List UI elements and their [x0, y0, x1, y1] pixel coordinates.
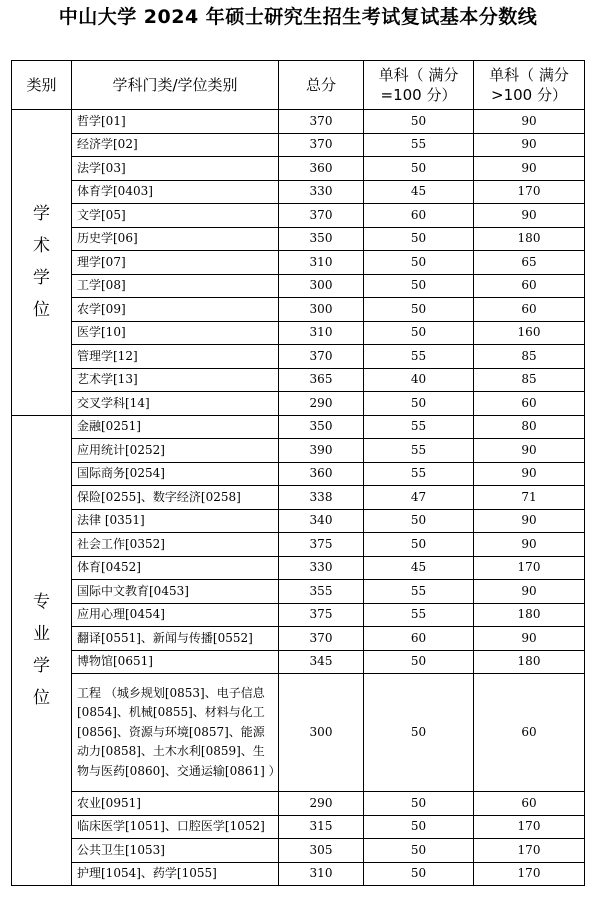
single-100-cell: 50 [364, 650, 474, 674]
single-over-100-cell: 90 [474, 580, 585, 604]
header-discipline: 学科门类/学位类别 [72, 61, 279, 110]
table-row [12, 227, 585, 251]
total-score-cell: 300 [279, 674, 364, 792]
discipline-cell: 翻译[0551]、新闻与传播[0552] [72, 627, 279, 651]
single-100-cell: 50 [364, 392, 474, 416]
single-100-cell: 60 [364, 627, 474, 651]
single-over-100-cell: 180 [474, 650, 585, 674]
total-score-cell: 310 [279, 321, 364, 345]
single-over-100-cell: 90 [474, 462, 585, 486]
total-score-cell: 375 [279, 603, 364, 627]
table-row [12, 368, 585, 392]
single-100-cell: 50 [364, 674, 474, 792]
single-100-cell: 40 [364, 368, 474, 392]
discipline-cell: 农学[09] [72, 298, 279, 322]
table-row [12, 556, 585, 580]
single-over-100-cell: 90 [474, 110, 585, 134]
single-over-100-cell: 170 [474, 839, 585, 863]
discipline-cell: 保险[0255]、数字经济[0258] [72, 486, 279, 510]
single-over-100-cell: 170 [474, 815, 585, 839]
table-row [12, 157, 585, 181]
discipline-cell: 应用统计[0252] [72, 439, 279, 463]
single-over-100-cell: 90 [474, 157, 585, 181]
single-over-100-cell: 60 [474, 792, 585, 816]
total-score-cell: 330 [279, 180, 364, 204]
single-100-cell: 50 [364, 321, 474, 345]
single-over-100-cell: 180 [474, 227, 585, 251]
discipline-cell: 公共卫生[1053] [72, 839, 279, 863]
table-row [12, 839, 585, 863]
table-row [12, 298, 585, 322]
discipline-cell: 金融[0251] [72, 415, 279, 439]
category-char: 位 [33, 688, 50, 709]
single-100-cell: 60 [364, 204, 474, 228]
single-100-cell: 50 [364, 274, 474, 298]
table-row [12, 486, 585, 510]
category-cell [12, 110, 72, 416]
total-score-cell: 338 [279, 486, 364, 510]
table-row [12, 439, 585, 463]
discipline-cell: 博物馆[0651] [72, 650, 279, 674]
single-over-100-cell: 60 [474, 298, 585, 322]
total-score-cell: 290 [279, 792, 364, 816]
single-100-cell: 50 [364, 251, 474, 275]
single-over-100-cell: 170 [474, 180, 585, 204]
discipline-cell: 社会工作[0352] [72, 533, 279, 557]
category-char: 学 [33, 268, 50, 289]
total-score-cell: 310 [279, 862, 364, 886]
single-100-cell: 50 [364, 110, 474, 134]
total-score-cell: 370 [279, 110, 364, 134]
discipline-cell: 法律 [0351] [72, 509, 279, 533]
single-100-cell: 55 [364, 462, 474, 486]
single-over-100-cell: 71 [474, 486, 585, 510]
total-score-cell: 330 [279, 556, 364, 580]
single-over-100-cell: 85 [474, 345, 585, 369]
discipline-cell: 医学[10] [72, 321, 279, 345]
single-100-cell: 45 [364, 180, 474, 204]
total-score-cell: 370 [279, 133, 364, 157]
single-100-cell: 55 [364, 345, 474, 369]
table-row [12, 580, 585, 604]
single-100-cell: 55 [364, 439, 474, 463]
table-row [12, 674, 585, 792]
discipline-cell: 农业[0951] [72, 792, 279, 816]
single-over-100-cell: 170 [474, 556, 585, 580]
single-100-cell: 50 [364, 509, 474, 533]
total-score-cell: 300 [279, 274, 364, 298]
table-row [12, 650, 585, 674]
category-cell [12, 415, 72, 886]
table-row [12, 627, 585, 651]
table-row [12, 509, 585, 533]
discipline-cell: 体育学[0403] [72, 180, 279, 204]
page-title: 中山大学 2024 年硕士研究生招生考试复试基本分数线 [58, 6, 538, 28]
discipline-cell: 法学[03] [72, 157, 279, 181]
single-100-cell: 50 [364, 862, 474, 886]
total-score-cell: 370 [279, 627, 364, 651]
discipline-cell: 管理学[12] [72, 345, 279, 369]
category-char: 业 [33, 624, 50, 645]
table-row [12, 792, 585, 816]
single-100-cell: 55 [364, 580, 474, 604]
total-score-cell: 360 [279, 462, 364, 486]
category-char: 学 [33, 656, 50, 677]
header-single-100: 单科（ 满分=100 分） [364, 61, 474, 110]
total-score-cell: 315 [279, 815, 364, 839]
discipline-cell: 理学[07] [72, 251, 279, 275]
header-total: 总分 [279, 61, 364, 110]
total-score-cell: 305 [279, 839, 364, 863]
single-over-100-cell: 80 [474, 415, 585, 439]
discipline-cell: 工学[08] [72, 274, 279, 298]
category-char: 术 [33, 236, 50, 257]
single-over-100-cell: 90 [474, 204, 585, 228]
score-table [11, 60, 585, 886]
single-100-cell: 50 [364, 227, 474, 251]
single-100-cell: 45 [364, 556, 474, 580]
single-over-100-cell: 90 [474, 133, 585, 157]
single-over-100-cell: 160 [474, 321, 585, 345]
total-score-cell: 390 [279, 439, 364, 463]
single-100-cell: 50 [364, 792, 474, 816]
discipline-cell: 护理[1054]、药学[1055] [72, 862, 279, 886]
header-single-over-100: 单科（ 满分>100 分） [474, 61, 585, 110]
single-over-100-cell: 85 [474, 368, 585, 392]
single-100-cell: 47 [364, 486, 474, 510]
total-score-cell: 340 [279, 509, 364, 533]
single-over-100-cell: 90 [474, 533, 585, 557]
table-row [12, 392, 585, 416]
table-row [12, 251, 585, 275]
total-score-cell: 375 [279, 533, 364, 557]
single-over-100-cell: 90 [474, 627, 585, 651]
table-row [12, 274, 585, 298]
table-row [12, 204, 585, 228]
category-char: 位 [33, 300, 50, 321]
single-over-100-cell: 180 [474, 603, 585, 627]
single-100-cell: 50 [364, 533, 474, 557]
single-over-100-cell: 60 [474, 674, 585, 792]
discipline-cell: 临床医学[1051]、口腔医学[1052] [72, 815, 279, 839]
header-row [12, 61, 585, 110]
total-score-cell: 350 [279, 415, 364, 439]
discipline-cell: 交叉学科[14] [72, 392, 279, 416]
table-row [12, 133, 585, 157]
total-score-cell: 370 [279, 345, 364, 369]
table-row [12, 815, 585, 839]
total-score-cell: 310 [279, 251, 364, 275]
table-row [12, 533, 585, 557]
table-body [12, 110, 585, 886]
single-over-100-cell: 90 [474, 509, 585, 533]
single-over-100-cell: 60 [474, 274, 585, 298]
table-row [12, 862, 585, 886]
discipline-cell: 工程 （城乡规划[0853]、电子信息[0854]、机械[0855]、材料与化工[0856]、资源与环境[0857]、能源动力[0858]、土木水利[0859]、生物与医药[0860]、交通运输[0861] ） [72, 674, 279, 792]
table-row [12, 345, 585, 369]
discipline-cell: 文学[05] [72, 204, 279, 228]
table-row [12, 415, 585, 439]
discipline-cell: 哲学[01] [72, 110, 279, 134]
category-char: 学 [33, 204, 50, 225]
discipline-cell: 经济学[02] [72, 133, 279, 157]
table-row [12, 603, 585, 627]
total-score-cell: 360 [279, 157, 364, 181]
total-score-cell: 345 [279, 650, 364, 674]
discipline-cell: 历史学[06] [72, 227, 279, 251]
single-100-cell: 55 [364, 603, 474, 627]
table-row [12, 321, 585, 345]
single-over-100-cell: 170 [474, 862, 585, 886]
total-score-cell: 350 [279, 227, 364, 251]
table-row [12, 110, 585, 134]
single-100-cell: 55 [364, 415, 474, 439]
discipline-cell: 国际商务[0254] [72, 462, 279, 486]
single-100-cell: 50 [364, 298, 474, 322]
total-score-cell: 290 [279, 392, 364, 416]
single-100-cell: 50 [364, 839, 474, 863]
single-over-100-cell: 65 [474, 251, 585, 275]
single-100-cell: 50 [364, 815, 474, 839]
single-100-cell: 50 [364, 157, 474, 181]
discipline-cell: 应用心理[0454] [72, 603, 279, 627]
discipline-cell: 国际中文教育[0453] [72, 580, 279, 604]
table-row [12, 462, 585, 486]
total-score-cell: 355 [279, 580, 364, 604]
total-score-cell: 365 [279, 368, 364, 392]
single-over-100-cell: 60 [474, 392, 585, 416]
single-100-cell: 55 [364, 133, 474, 157]
discipline-cell: 艺术学[13] [72, 368, 279, 392]
total-score-cell: 300 [279, 298, 364, 322]
table-row [12, 180, 585, 204]
total-score-cell: 370 [279, 204, 364, 228]
category-char: 专 [33, 592, 50, 613]
single-over-100-cell: 90 [474, 439, 585, 463]
discipline-cell: 体育[0452] [72, 556, 279, 580]
header-category: 类别 [12, 61, 72, 110]
